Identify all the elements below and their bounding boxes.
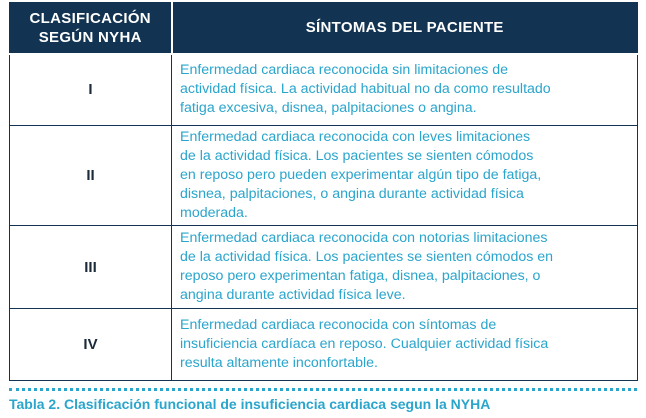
symptoms-cell <box>172 226 638 309</box>
symptom-line: resulta altamente inconfortable. <box>180 355 378 371</box>
class-cell: IV <box>10 309 172 381</box>
symptom-line: disnea, palpitaciones, o angina durante actividad física <box>180 186 524 202</box>
class-cell: II <box>10 126 172 226</box>
symptom-line: actividad física. La actividad habitual no da como resultado <box>180 81 551 98</box>
symptom-line: en reposo pero pueden experimentar algún tipo de fatiga, <box>180 167 542 183</box>
class-cell: III <box>10 226 172 309</box>
nyha-classification-table <box>9 2 638 381</box>
symptom-line: de la actividad física. Los pacientes se sienten cómodos <box>180 148 534 164</box>
table-row <box>10 126 638 226</box>
header-classification-line2: SEGÚN NYHA <box>38 28 142 46</box>
table-row <box>10 309 638 381</box>
table-caption: Tabla 2. Clasificación funcional de insuficiencia cardiaca segun la NYHA <box>9 396 491 412</box>
symptoms-cell <box>172 126 638 226</box>
symptom-line: de la actividad física. Los pacientes se sienten cómodos en <box>180 249 554 265</box>
symptoms-cell <box>172 309 638 381</box>
symptoms-cell <box>172 54 638 126</box>
header-classification-line1: CLASIFICACIÓN <box>29 9 151 27</box>
symptom-line: angina durante actividad física leve. <box>180 287 406 303</box>
dotted-separator <box>9 388 637 391</box>
class-cell: I <box>10 54 172 126</box>
symptom-line: moderada. <box>180 205 248 221</box>
symptom-line: reposo pero experimentan fatiga, disnea, palpitaciones, o <box>180 268 541 284</box>
header-classification <box>10 3 172 54</box>
symptom-line: Enfermedad cardiaca reconocida sin limitaciones de <box>180 62 509 79</box>
symptom-line: Enfermedad cardiaca reconocida con leves limitaciones <box>180 129 531 145</box>
symptom-line: fatiga excesiva, disnea, palpitaciones o angina. <box>180 100 477 117</box>
table-header-row <box>10 3 638 54</box>
table-row <box>10 54 638 126</box>
table-row <box>10 226 638 309</box>
header-symptoms: SÍNTOMAS DEL PACIENTE <box>172 3 638 54</box>
symptom-line: Enfermedad cardiaca reconocida con síntomas de <box>180 317 497 333</box>
symptom-line: insuficiencia cardíaca en reposo. Cualquier actividad física <box>180 336 549 352</box>
symptom-line: Enfermedad cardiaca reconocida con notorias limitaciones <box>180 230 548 246</box>
